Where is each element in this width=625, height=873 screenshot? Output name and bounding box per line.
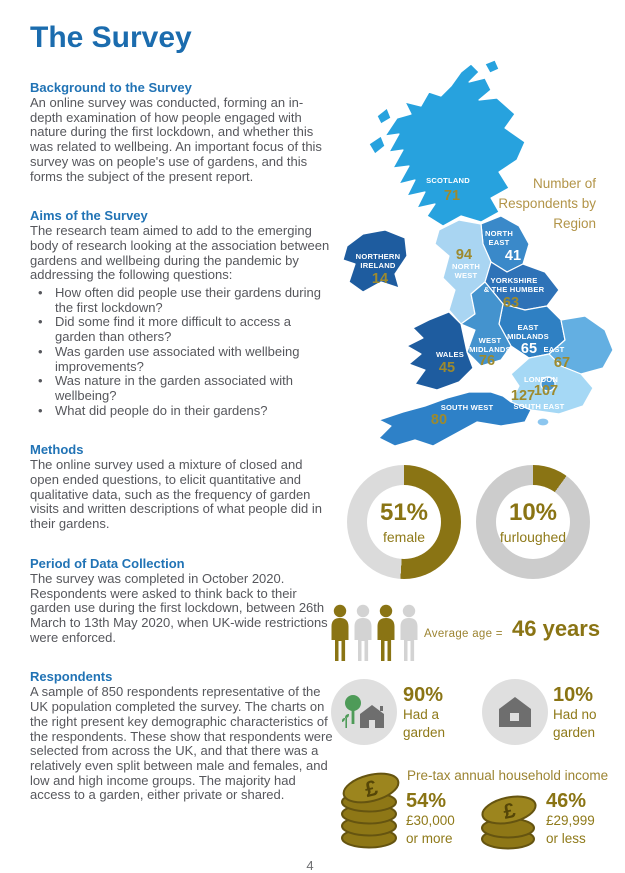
list-item	[30, 404, 333, 419]
region-value: 63	[502, 295, 520, 311]
region-scotland-isle	[369, 136, 385, 154]
map-caption-line: Number of	[532, 176, 596, 191]
region-south-west	[379, 392, 531, 446]
bullet-text: Was nature in the garden associated with wellbeing?	[55, 373, 293, 403]
list-item	[30, 286, 333, 315]
bullet-text: Was garden use associated with wellbeing improvements?	[55, 343, 300, 374]
region-label: MIDLANDS	[469, 345, 511, 354]
region-value: 80	[430, 412, 448, 428]
coin-stack-short-icon	[478, 795, 540, 851]
region-label: SOUTH WEST	[440, 403, 494, 412]
region-label: WEST	[454, 271, 478, 280]
region-label: LONDON	[523, 375, 559, 384]
section-heading-methods: Methods	[30, 442, 84, 458]
map-caption-line: Region	[553, 216, 596, 231]
pound-symbol: £	[362, 774, 381, 803]
text-column	[30, 20, 333, 803]
stat-label: or more	[406, 830, 453, 846]
region-label: SCOTLAND	[426, 176, 470, 185]
donut-chart-furloughed	[476, 465, 590, 579]
region-value: 107	[533, 383, 559, 399]
region-scotland-isle	[485, 60, 499, 73]
region-label: & THE HUMBER	[483, 285, 545, 294]
aims-bullet-list	[30, 286, 333, 418]
bullet-text: What did people do in their gardens?	[55, 402, 268, 418]
stat-value: 10%	[553, 684, 594, 706]
bullet-icon: •	[38, 373, 43, 389]
region-value: 76	[478, 353, 496, 369]
page-number: 4	[306, 858, 314, 873]
map-caption	[466, 174, 596, 234]
list-item	[30, 345, 333, 374]
section-heading-respondents: Respondents	[30, 669, 113, 685]
stat-value: 90%	[403, 684, 444, 706]
coin-stack-tall-icon	[337, 772, 405, 850]
region-value: 65	[520, 341, 538, 357]
house-icon	[497, 696, 533, 728]
uk-map-svg	[333, 60, 625, 464]
region-scotland-isle	[377, 108, 391, 124]
section-heading-period: Period of Data Collection	[30, 555, 185, 571]
region-label: NORTH	[452, 262, 480, 271]
section-heading-background: Background to the Survey	[30, 80, 192, 95]
region-value: 45	[438, 360, 456, 376]
donut-label: female	[382, 529, 426, 545]
map-caption-line: Respondents by	[498, 196, 596, 211]
section-body-respondents: A sample of 850 respondents representative of the UK population completed the survey. The charts on the right present key demographic characteristics of the respondents. These show that respondents were selected from across the UK, and that there was a relatively even split between male and females, and low and high income groups. The majority had access to a garden, either private or shared.	[30, 684, 333, 803]
person-icon	[378, 605, 395, 661]
region-label: NORTHERN	[355, 252, 401, 261]
bullet-icon: •	[38, 285, 43, 301]
stat-value: 46%	[546, 790, 587, 812]
region-isle-of-wight	[537, 418, 549, 426]
person-icon	[332, 605, 349, 661]
bullet-icon: •	[38, 314, 43, 330]
person-icon	[355, 605, 372, 661]
donut-value: 51%	[379, 499, 429, 526]
stat-label: garden	[553, 724, 596, 740]
list-item	[30, 374, 333, 403]
region-value: 94	[455, 247, 473, 263]
bullet-text: How often did people use their gardens during the first lockdown?	[55, 285, 321, 315]
region-value: 127	[510, 388, 536, 404]
average-age-label: Average age =	[424, 628, 503, 640]
section-body-methods: The online survey used a mixture of closed and open ended questions, to elicit quantitative and qualitative data, such as the frequency of garden visits and written descriptions of what people did in their gardens.	[30, 457, 322, 532]
stat-label: Had no	[553, 707, 597, 722]
donut-label: furloughed	[499, 529, 567, 545]
donut-chart-female	[347, 465, 461, 579]
section-heading-aims: Aims of the Survey	[30, 208, 148, 224]
no-garden-stat	[553, 684, 625, 741]
region-label: EAST	[488, 238, 510, 247]
uk-respondents-map	[333, 60, 625, 464]
region-label: SOUTH EAST	[513, 402, 565, 411]
people-icons	[331, 603, 423, 663]
stat-label: or less	[546, 830, 586, 846]
region-value: 14	[371, 271, 389, 287]
region-label: YORKSHIRE	[490, 276, 538, 285]
region-label: IRELAND	[360, 261, 396, 270]
stat-label: £29,999	[546, 813, 595, 828]
had-garden-stat	[403, 684, 493, 741]
pound-symbol: £	[501, 799, 518, 824]
list-item	[30, 315, 333, 344]
stat-label: garden	[403, 724, 446, 740]
section-body-aims: The research team aimed to add to the emerging body of research looking at the association between gardens and wellbeing during the pandemic by addressing the following questions:	[30, 223, 330, 283]
no-garden-icon-circle	[482, 679, 548, 745]
region-value: 41	[504, 248, 522, 264]
section-body-period: The survey was completed in October 2020. Respondents were asked to think back to their garden use during the first lockdown, between 26th March to 13th May 2020, when UK-wide restrictions were enforced.	[30, 570, 328, 645]
region-value: 71	[443, 188, 461, 204]
stat-label: £30,000	[406, 813, 455, 828]
page-title: The Survey	[30, 21, 192, 54]
region-label: WALES	[435, 350, 465, 359]
region-label: EAST	[543, 345, 565, 354]
section-body-background: An online survey was conducted, forming an in-depth examination of how people engaged with nature during the first lockdown, and whether this was related to wellbeing. An important focus of this survey was on people's use of gardens, and this forms the subject of the present report.	[30, 95, 322, 184]
region-label: WEST	[478, 336, 502, 345]
income-low-stat	[546, 790, 625, 847]
region-value: 67	[553, 355, 571, 371]
bullet-icon: •	[38, 402, 43, 418]
income-heading: Pre-tax annual household income	[407, 768, 609, 783]
region-label: EAST	[517, 323, 539, 332]
donut-center	[367, 485, 441, 559]
had-garden-icon-circle	[331, 679, 397, 745]
stat-label: Had a	[403, 707, 440, 722]
bullet-text: Did some find it more difficult to access a garden than others?	[55, 314, 292, 345]
donut-center	[496, 485, 570, 559]
tree-house-icon	[342, 694, 386, 730]
stat-value: 54%	[406, 790, 447, 812]
region-label: MIDLANDS	[507, 332, 549, 341]
region-label: NORTH	[485, 229, 513, 238]
bullet-icon: •	[38, 343, 43, 359]
average-age-value: 46 years	[512, 616, 601, 641]
donut-value: 10%	[508, 499, 558, 526]
person-icon	[401, 605, 418, 661]
